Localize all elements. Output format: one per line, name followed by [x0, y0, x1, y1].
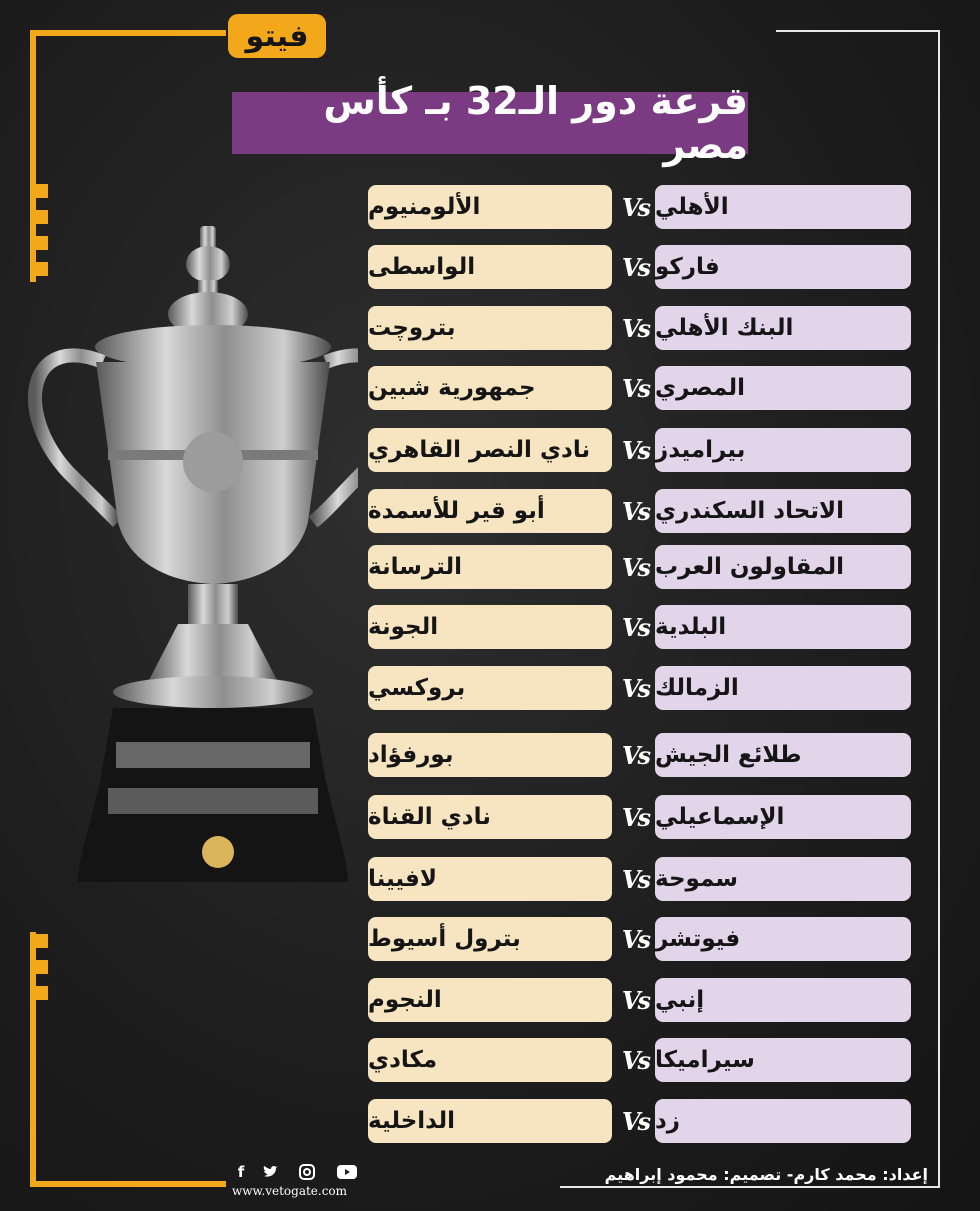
vs-label: Vs	[621, 435, 649, 465]
home-team: إنبي	[655, 978, 911, 1022]
home-team: المصري	[655, 366, 911, 410]
frame-left-notch-1	[30, 184, 48, 198]
frame-top-left	[30, 30, 226, 36]
home-team: سموحة	[655, 857, 911, 901]
away-team: الترسانة	[368, 545, 612, 589]
credits: إعداد: محمد كارم- تصميم: محمود إبراهيم	[604, 1165, 928, 1184]
away-team: الألومنيوم	[368, 185, 612, 229]
youtube-icon[interactable]	[336, 1163, 358, 1181]
vs-label: Vs	[621, 740, 649, 770]
away-team: بروكسي	[368, 666, 612, 710]
vs-label: Vs	[621, 496, 649, 526]
away-team: نادي القناة	[368, 795, 612, 839]
logo-text: فيتو	[245, 18, 309, 54]
home-team: فاركو	[655, 245, 911, 289]
frame-bottom-left	[30, 1181, 226, 1187]
away-team: الواسطى	[368, 245, 612, 289]
logo	[228, 14, 326, 58]
away-team: بتروچت	[368, 306, 612, 350]
home-team: بيراميدز	[655, 428, 911, 472]
frame-right	[938, 30, 940, 1188]
vs-label: Vs	[621, 1106, 649, 1136]
home-team: زد	[655, 1099, 911, 1143]
vs-label: Vs	[621, 924, 649, 954]
vs-label: Vs	[621, 252, 649, 282]
home-team: سيراميكا	[655, 1038, 911, 1082]
away-team: مكادي	[368, 1038, 612, 1082]
away-team: الجونة	[368, 605, 612, 649]
trophy-icon	[8, 222, 358, 902]
vs-label: Vs	[621, 864, 649, 894]
vs-label: Vs	[621, 612, 649, 642]
vs-label: Vs	[621, 552, 649, 582]
vs-label: Vs	[621, 802, 649, 832]
frame-top-right	[776, 30, 940, 32]
home-team: البنك الأهلي	[655, 306, 911, 350]
home-team: الزمالك	[655, 666, 911, 710]
frame-left-notch-7	[30, 986, 48, 1000]
home-team: فيوتشر	[655, 917, 911, 961]
away-team: أبو قير للأسمدة	[368, 489, 612, 533]
frame-left-notch-6	[30, 960, 48, 974]
home-team: الأهلي	[655, 185, 911, 229]
twitter-icon[interactable]	[262, 1163, 280, 1181]
vs-label: Vs	[621, 985, 649, 1015]
vs-label: Vs	[621, 1045, 649, 1075]
home-team: طلائع الجيش	[655, 733, 911, 777]
away-team: جمهورية شبين	[368, 366, 612, 410]
vs-label: Vs	[621, 373, 649, 403]
home-team: البلدية	[655, 605, 911, 649]
vs-label: Vs	[621, 313, 649, 343]
away-team: النجوم	[368, 978, 612, 1022]
vs-label: Vs	[621, 192, 649, 222]
away-team: بترول أسيوط	[368, 917, 612, 961]
vs-label: Vs	[621, 673, 649, 703]
away-team: لافيينا	[368, 857, 612, 901]
facebook-icon[interactable]: f	[237, 1163, 245, 1181]
website-url: www.vetogate.com	[232, 1184, 348, 1198]
home-team: الاتحاد السكندري	[655, 489, 911, 533]
instagram-icon[interactable]	[298, 1163, 316, 1181]
away-team: نادي النصر القاهري	[368, 428, 612, 472]
home-team: المقاولون العرب	[655, 545, 911, 589]
frame-left-notch-5	[30, 934, 48, 948]
home-team: الإسماعيلي	[655, 795, 911, 839]
away-team: الداخلية	[368, 1099, 612, 1143]
page-title: قرعة دور الـ32 بـ كأس مصر	[232, 92, 748, 154]
away-team: بورفؤاد	[368, 733, 612, 777]
